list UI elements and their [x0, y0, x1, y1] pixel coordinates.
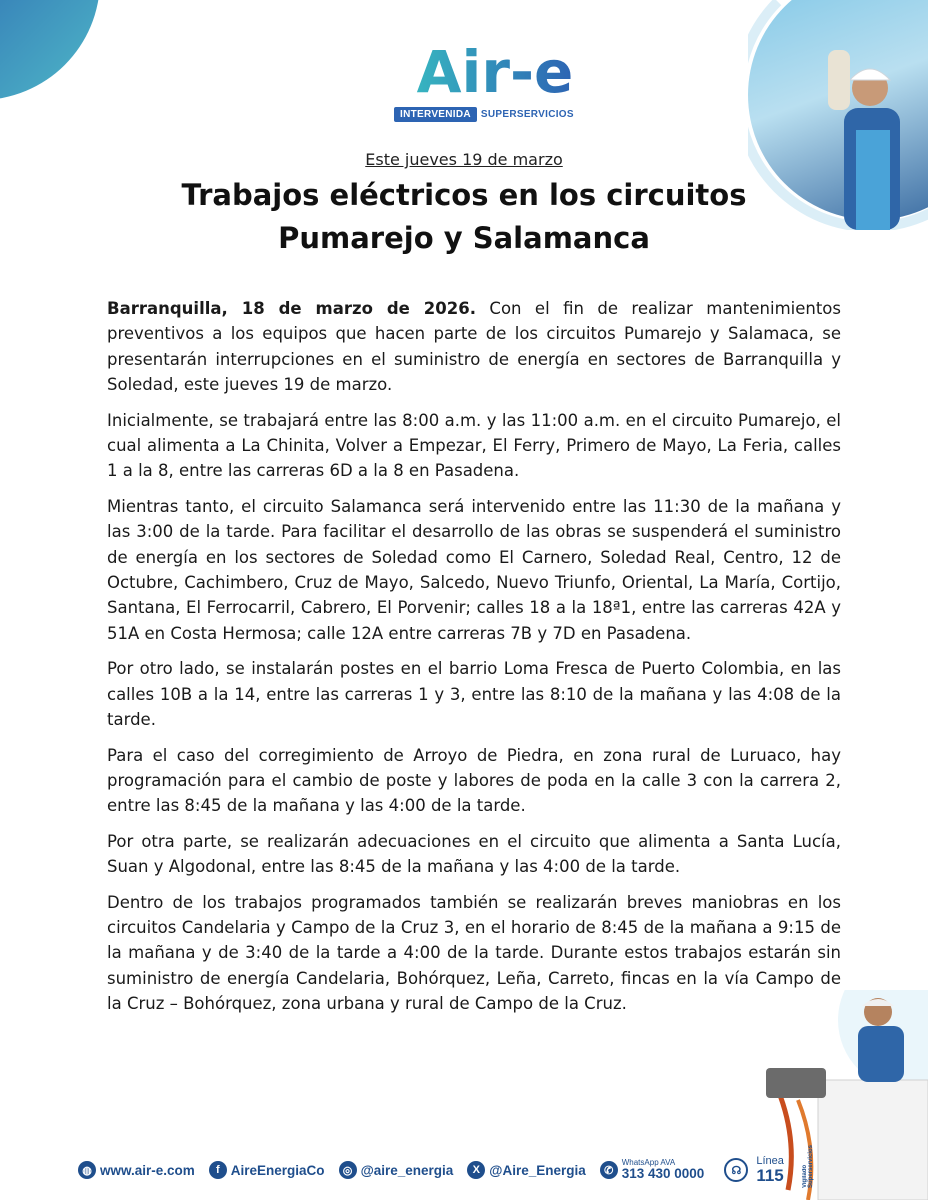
globe-icon: ◍: [78, 1161, 96, 1179]
footer-instagram[interactable]: [339, 1161, 454, 1179]
page-title: [100, 174, 828, 259]
footer-whatsapp[interactable]: [600, 1159, 705, 1181]
footer-x[interactable]: [467, 1161, 585, 1179]
vigilado-mark: Vigilado Superservicios: [801, 1144, 814, 1188]
footer-facebook[interactable]: [209, 1161, 325, 1179]
whatsapp-number[interactable]: 313 430 0000: [621, 1166, 705, 1182]
website-link[interactable]: www.air-e.com: [100, 1162, 195, 1178]
tag-superservicios: SUPERSERVICIOS: [480, 108, 574, 120]
whatsapp-icon: ✆: [600, 1161, 618, 1179]
logo-tagline: [394, 106, 574, 122]
lead-text: Con el fin de realizar mantenimientos preventivos a los equipos que hacen parte de los circuitos Pumarejo y Salamaca, se presentarán interrupciones en el suministro de energía en sectores de Barranquilla y Soledad, este jueves 19 de marzo.: [107, 299, 841, 395]
headline-line2: Pumarejo y Salamanca: [278, 220, 650, 255]
paragraph: Inicialmente, se trabajará entre las 8:00 a.m. y las 11:00 a.m. en el circuito Pumarejo, el cual alimenta a La Chinita, Volver a Empezar, El Ferry, Primero de Mayo, La Feria, calles 1 a la 8, entre las carreras 6D a la 8 en Pasadena.: [107, 410, 841, 481]
headset-icon: ☊: [724, 1158, 748, 1182]
tag-intervenida: INTERVENIDA: [394, 107, 477, 122]
corner-decoration: [0, 0, 100, 100]
kicker: Este jueves 19 de marzo: [365, 150, 563, 169]
paragraph: Dentro de los trabajos programados también se realizarán breves maniobras en los circuitos Candelaria y Campo de la Cruz 3, en el horario de 8:45 de la mañana a 9:15 de la mañana y de 3:40 de la tarde a 4:00 de la tarde. Durante estos trabajos estarán sin suministro de energía Candelaria, Bohórquez, Leña, Carreto, fincas en la vía Campo de la Cruz – Bohórquez, zona urbana y rural de Campo de la Cruz.: [107, 892, 841, 1014]
air-e-logo: [390, 40, 600, 102]
facebook-handle[interactable]: AireEnergiaCo: [230, 1162, 325, 1178]
paragraph: Por otra parte, se realizarán adecuaciones en el circuito que alimenta a Santa Lucía, Suan y Algodonal, entre las 8:45 de la mañana y las 4:00 de la tarde.: [107, 831, 841, 877]
paragraph: Por otro lado, se instalarán postes en el barrio Loma Fresca de Puerto Colombia, en las calles 10B a la 14, entre las carreras 1 y 3, entre las 8:10 de la mañana y las 4:08 de la tarde.: [107, 659, 841, 730]
worker-illustration: [818, 40, 908, 230]
instagram-icon: ◎: [339, 1161, 357, 1179]
paragraph: Para el caso del corregimiento de Arroyo de Piedra, en zona rural de Luruaco, hay programación para el cambio de poste y labores de poda en la calle 3 con la carrera 2, entre las 8:45 de la mañana y las 4:00 de la tarde.: [107, 745, 841, 816]
article-body: [107, 296, 841, 1027]
whatsapp-label: WhatsApp AVA: [621, 1158, 676, 1168]
logo-wordmark: Air-e: [416, 40, 574, 102]
footer-contact-bar: [78, 1144, 814, 1188]
paragraph: Mientras tanto, el circuito Salamanca será intervenido entre las 11:30 de la mañana y las 3:00 de la tarde. Para facilitar el desarrollo de las obras se suspenderá el suministro de energía en los sectores de Soledad como El Carnero, Soledad Real, Centro, 12 de Octubre, Cachimbero, Cruz de Mayo, Salcedo, Nuevo Triunfo, Oriental, La María, Cortijo, Santana, El Ferrocarril, Cabrero, El Porvenir; calles 18 a la 18ª1, entre las carreras 42A y 51A en Costa Hermosa; calle 12A entre carreras 7B y 7D en Pasadena.: [107, 496, 841, 643]
footer-website[interactable]: [78, 1161, 195, 1179]
dateline: Barranquilla, 18 de marzo de 2026.: [107, 299, 476, 318]
headline-line1: Trabajos eléctricos en los circuitos: [181, 178, 747, 212]
x-handle[interactable]: @Aire_Energia: [489, 1162, 586, 1178]
x-icon: X: [467, 1161, 485, 1179]
line-number: 115: [756, 1166, 784, 1185]
instagram-handle[interactable]: @aire_energia: [360, 1162, 454, 1178]
line-label: Línea: [756, 1155, 784, 1167]
facebook-icon: f: [209, 1161, 227, 1179]
footer-line-115[interactable]: [724, 1156, 784, 1184]
paragraph-lead: [107, 296, 841, 398]
